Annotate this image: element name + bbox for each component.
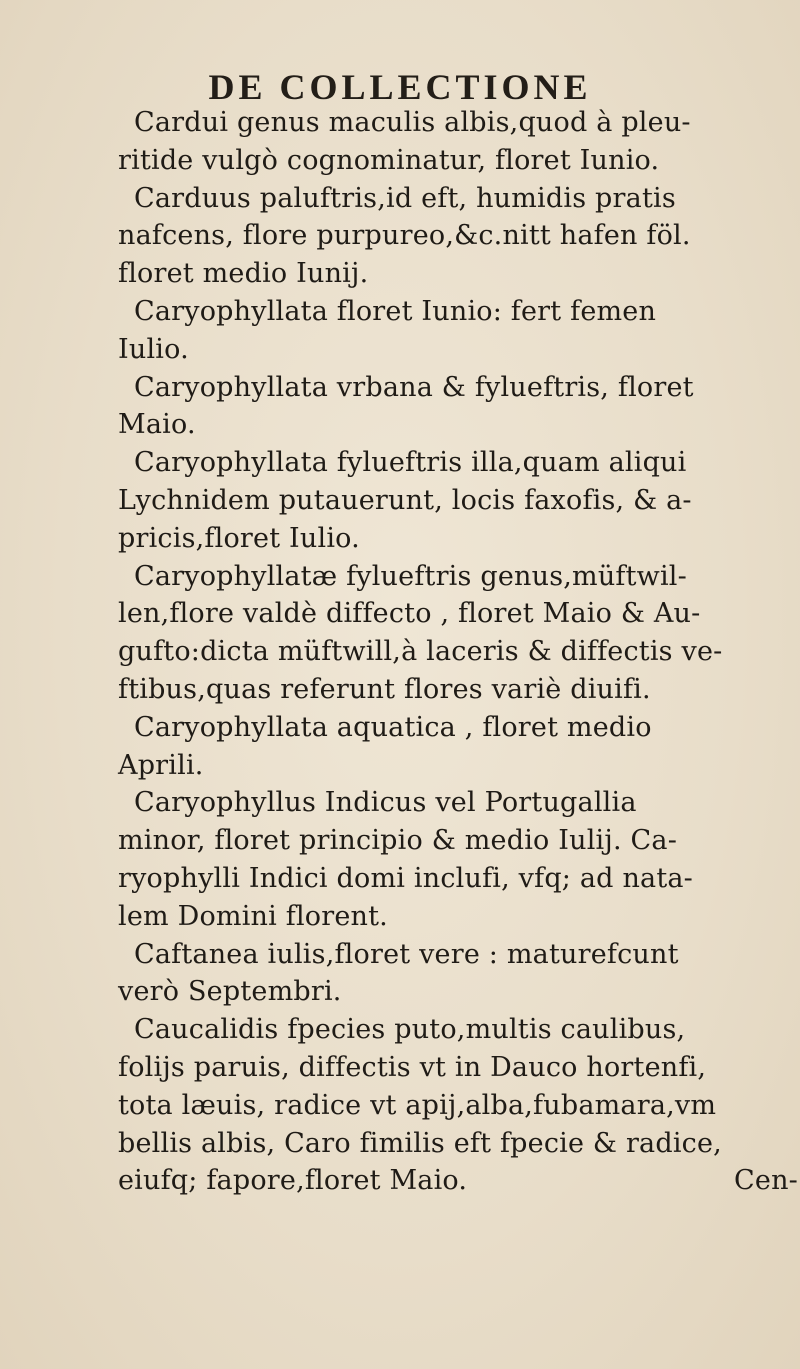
catchword: Cen- [734, 1165, 798, 1197]
text-line: ftibus,quas referunt flores variè diuifi. [118, 673, 651, 705]
text-line: Carduus paluftris,id eft, humidis pratis [134, 182, 676, 214]
text-line: nafcens, flore purpureo,&c.nitt hafen föl. [118, 220, 691, 252]
text-line: Caryophyllus Indicus vel Portugallia [134, 787, 637, 819]
text-line: verò Septembri. [118, 976, 342, 1008]
text-line: minor, floret principio & medio Iulij. Ca- [118, 825, 678, 857]
text-line: Iulio. [118, 333, 189, 365]
text-line: lem Domini florent. [118, 900, 388, 932]
text-line: Caryophyllata vrbana & fylueftris, floret [134, 371, 694, 403]
text-line: folijs paruis, diffectis vt in Dauco hortenfi, [118, 1051, 707, 1083]
text-line: Caryophyllata floret Iunio: fert femen [134, 295, 657, 327]
text-line: Maio. [118, 409, 196, 441]
text-line: Caftanea iulis,floret vere : maturefcunt [134, 938, 679, 970]
text-line: eiufq; fapore,floret Maio. Cen- [118, 1162, 798, 1200]
text-line: floret medio Iunij. [118, 258, 369, 290]
text-line: Caryophyllata fylueftris illa,quam aliqui [134, 447, 687, 479]
text-line: pricis,floret Iulio. [118, 522, 360, 554]
text-line: ritide vulgò cognominatur, floret Iunio. [118, 144, 660, 176]
text-line: ryophylli Indici domi inclufi, vfq; ad nata- [118, 862, 693, 894]
text-line: bellis albis, Caro fimilis eft fpecie & radice, [118, 1127, 722, 1159]
text-block [118, 104, 798, 1200]
running-head: DE COLLECTIONE [208, 67, 592, 107]
text-line: Lychnidem putauerunt, locis faxofis, & a- [118, 484, 692, 516]
text-line: Caryophyllatæ fylueftris genus,müftwil- [134, 560, 687, 592]
text-line: Aprili. [118, 749, 204, 781]
text-line: len,flore valdè diffecto , floret Maio & Au- [118, 598, 701, 630]
text-line: tota læuis, radice vt apij,alba,fubamara,vm [118, 1089, 717, 1121]
text-line: Caryophyllata aquatica , floret medio [134, 711, 652, 743]
text-line: Caucalidis fpecies puto,multis caulibus, [134, 1014, 686, 1046]
text-line: gufto:dicta müftwill,à laceris & diffectis ve- [118, 636, 723, 668]
text-line: Cardui genus maculis albis,quod à pleu- [134, 107, 691, 138]
